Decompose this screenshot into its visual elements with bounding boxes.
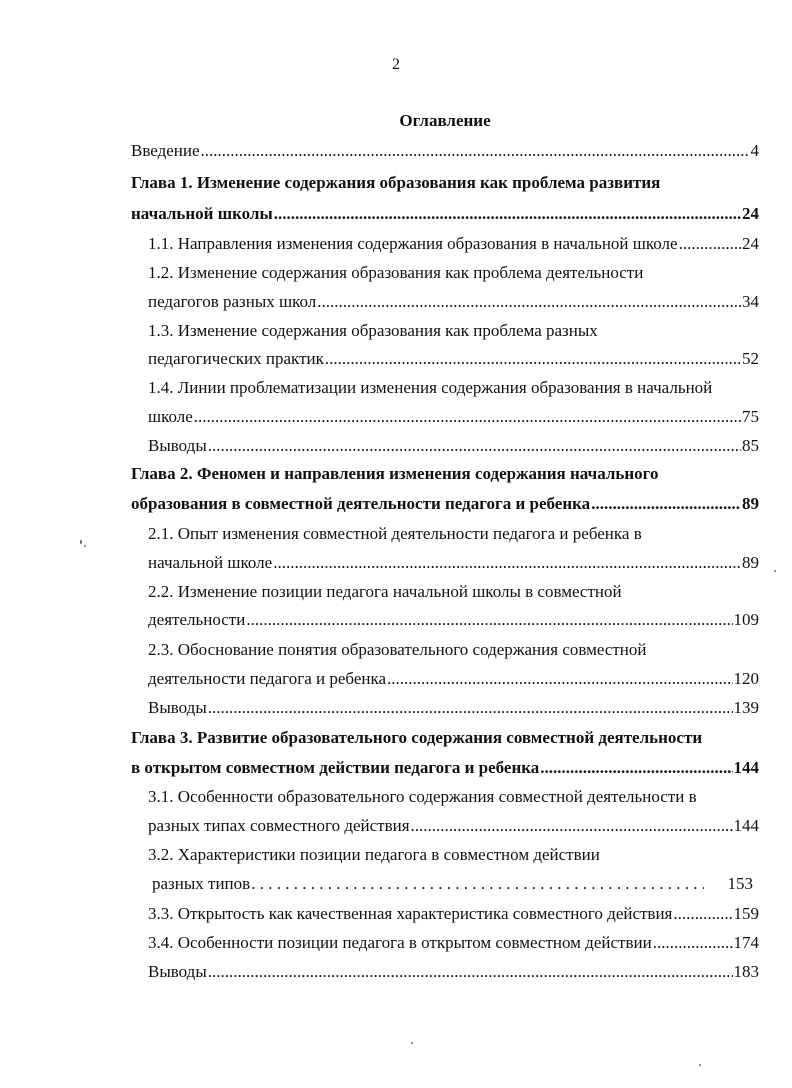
toc-entry-text: школе — [148, 407, 193, 426]
toc-entry-text: 3.1. Особенности образовательного содержания совместной деятельности в — [148, 787, 697, 806]
dot-leader — [274, 203, 741, 225]
toc-entry-text: Глава 2. Феномен и направления изменения содержания начального — [131, 464, 659, 483]
toc-chapter-1-heading[interactable] — [131, 172, 759, 194]
toc-entry-text: образования в совместной деятельности педагога и ребенка — [131, 494, 591, 513]
toc-section-1-4-heading[interactable] — [148, 377, 759, 399]
toc-page-number: 34 — [742, 292, 759, 311]
toc-entry-text: Выводы — [148, 698, 207, 717]
toc-chapter-3[interactable] — [131, 757, 759, 779]
toc-page-number: 4 — [750, 141, 759, 160]
toc-entry-text: разных типов — [152, 874, 251, 893]
toc-page-number: 144 — [733, 758, 759, 777]
toc-conclusions-1[interactable] — [148, 435, 759, 457]
dot-leader — [591, 493, 741, 515]
toc-entry-intro[interactable] — [131, 140, 759, 162]
toc-entry-text: Выводы — [148, 436, 207, 455]
dot-leader — [317, 291, 741, 313]
toc-entry-text: педагогов разных школ — [148, 292, 317, 311]
toc-conclusions-3[interactable] — [148, 961, 759, 983]
toc-page-number: 52 — [742, 349, 759, 368]
dot-leader — [540, 757, 732, 779]
dot-leader — [194, 406, 741, 428]
dot-leader — [246, 609, 732, 631]
toc-entry-text: 1.2. Изменение содержания образования как проблема деятельности — [148, 263, 644, 282]
toc-title: Оглавление — [399, 111, 491, 130]
toc-chapter-2-heading[interactable] — [131, 463, 759, 485]
toc-entry-text: начальной школе — [148, 553, 273, 572]
toc-section-3-1-heading[interactable] — [148, 786, 759, 808]
toc-page-number: 85 — [742, 436, 759, 455]
toc-entry-text: Глава 1. Изменение содержания образования как проблема развития — [131, 173, 661, 192]
toc-entry-text: 2.3. Обоснование понятия образовательного содержания совместной — [148, 640, 647, 659]
toc-entry-text: 1.4. Линии проблематизации изменения содержания образования в начальной — [148, 378, 713, 397]
toc-page-number: 24 — [742, 234, 759, 253]
dot-leader — [653, 932, 733, 954]
toc-section-2-3-heading[interactable] — [148, 639, 759, 661]
toc-section-3-4[interactable] — [148, 932, 759, 954]
toc-entry-text: 1.3. Изменение содержания образования как проблема разных — [148, 321, 598, 340]
toc-page-number: 153 — [727, 874, 753, 893]
toc-entry-text: 3.4. Особенности позиции педагога в открытом совместном действии — [148, 933, 652, 952]
dot-leader — [273, 552, 741, 574]
toc-entry-text: разных типах совместного действия — [148, 816, 410, 835]
toc-entry-text: начальной школы — [131, 204, 273, 223]
dot-leader — [208, 961, 733, 983]
page-number: 2 — [392, 56, 400, 73]
dot-leader — [325, 348, 741, 370]
dot-leader — [208, 435, 741, 457]
toc-entry-text: деятельности — [148, 610, 246, 629]
toc-entry-text: Глава 3. Развитие образовательного содержания совместной деятельности — [131, 728, 703, 747]
toc-entry-text: 3.3. Открытость как качественная характеристика совместного действия — [148, 904, 673, 923]
toc-conclusions-2[interactable] — [148, 697, 759, 719]
toc-section-2-1[interactable] — [148, 552, 759, 574]
toc-section-1-4[interactable] — [148, 406, 759, 428]
dot-leader — [387, 668, 732, 690]
toc-section-3-2[interactable] — [152, 873, 753, 895]
toc-page-number: 139 — [733, 698, 759, 717]
toc-chapter-2[interactable] — [131, 493, 759, 515]
toc-section-1-3-heading[interactable] — [148, 320, 759, 342]
toc-section-2-1-heading[interactable] — [148, 523, 759, 545]
toc-page-number: 159 — [733, 904, 759, 923]
dot-leader — [411, 815, 733, 837]
dot-leader — [251, 873, 703, 895]
toc-section-2-2[interactable] — [148, 609, 759, 631]
dot-leader — [679, 233, 741, 255]
toc-entry-text: 2.2. Изменение позиции педагога начальной школы в совместной — [148, 582, 622, 601]
toc-page-number: 89 — [742, 494, 759, 513]
scan-speck — [411, 1042, 413, 1044]
toc-entry-text: деятельности педагога и ребенка — [148, 669, 387, 688]
toc-section-3-3[interactable] — [148, 903, 759, 925]
dot-leader — [673, 903, 732, 925]
toc-entry-text: 3.2. Характеристики позиции педагога в совместном действии — [148, 845, 600, 864]
toc-page-number: 120 — [733, 669, 759, 688]
toc-section-1-2[interactable] — [148, 291, 759, 313]
scan-speck — [84, 545, 86, 547]
toc-page-number: 174 — [733, 933, 759, 952]
toc-section-2-3[interactable] — [148, 668, 759, 690]
toc-entry-text: Выводы — [148, 962, 207, 981]
toc-entry-text: в открытом совместном действии педагога и ребенка — [131, 758, 540, 777]
toc-section-2-2-heading[interactable] — [148, 581, 759, 603]
toc-page-number: 75 — [742, 407, 759, 426]
toc-section-1-2-heading[interactable] — [148, 262, 759, 284]
toc-entry-text: 2.1. Опыт изменения совместной деятельности педагога и ребенка в — [148, 524, 642, 543]
toc-page-number: 183 — [733, 962, 759, 981]
toc-page-number: 89 — [742, 553, 759, 572]
toc-entry-text: Введение — [131, 141, 200, 160]
toc-chapter-1[interactable] — [131, 203, 759, 225]
toc-page-number: 144 — [733, 816, 759, 835]
toc-chapter-3-heading[interactable] — [131, 727, 759, 749]
toc-entry-text: педагогических практик — [148, 349, 324, 368]
scan-speck — [80, 540, 82, 544]
toc-section-3-1[interactable] — [148, 815, 759, 837]
toc-entry-text: 1.1. Направления изменения содержания образования в начальной школе — [148, 234, 678, 253]
scan-speck — [699, 1064, 701, 1066]
dot-leader — [208, 697, 733, 719]
toc-section-1-3[interactable] — [148, 348, 759, 370]
dot-leader — [201, 140, 750, 162]
toc-page-number: 109 — [733, 610, 759, 629]
toc-section-3-2-heading[interactable] — [148, 844, 759, 866]
toc-section-1-1[interactable] — [148, 233, 759, 255]
scan-speck — [774, 570, 776, 572]
toc-page-number: 24 — [742, 204, 759, 223]
